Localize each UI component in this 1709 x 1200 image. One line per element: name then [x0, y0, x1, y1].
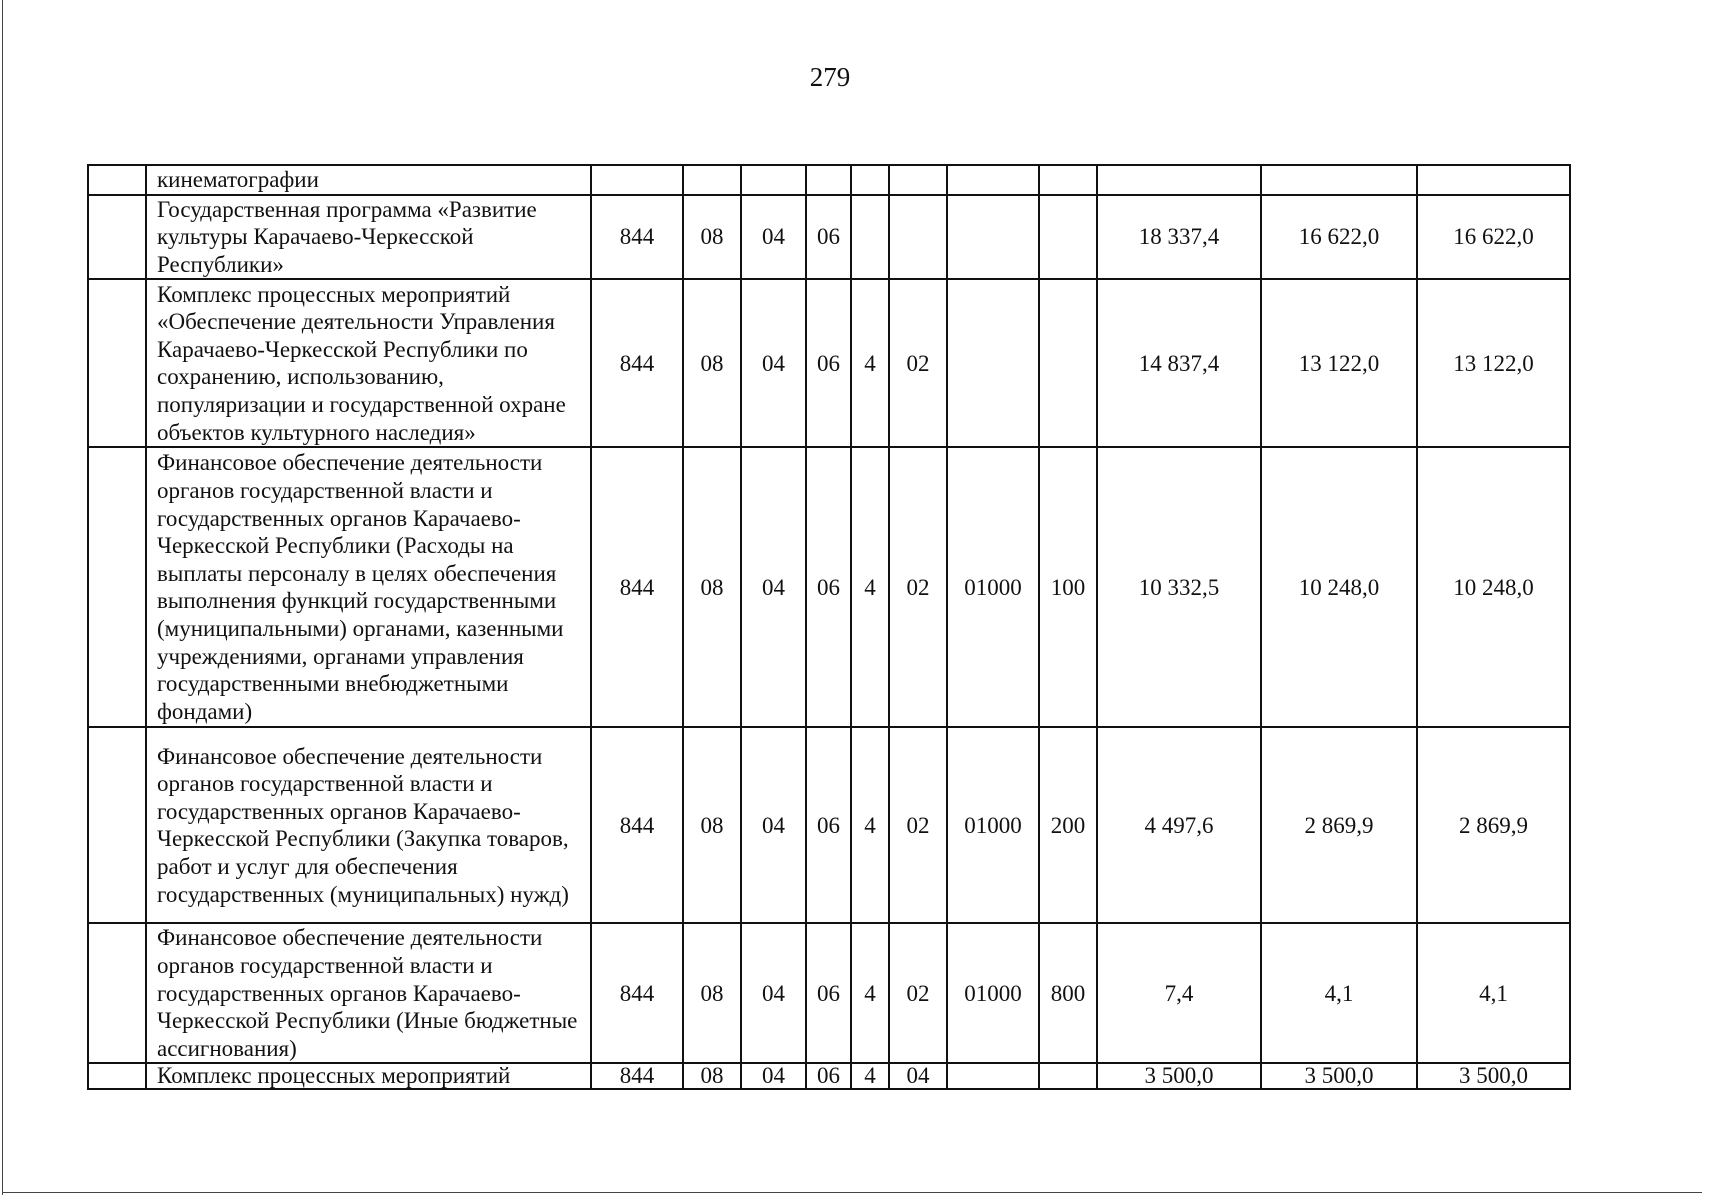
subprogram-type-cell: 4 [851, 447, 889, 727]
item-name-cell: Комплекс процессных мероприятий [146, 1063, 591, 1089]
table-row [88, 165, 1570, 195]
amount-year1-cell: 4 497,6 [1097, 727, 1261, 923]
subsection-code-cell: 04 [741, 1063, 806, 1089]
program-code-cell: 06 [806, 727, 851, 923]
amount-year2-cell: 3 500,0 [1261, 1063, 1417, 1089]
section-code-cell [683, 165, 741, 195]
ministry-code-cell: 844 [591, 195, 683, 280]
section-code-cell: 08 [683, 195, 741, 280]
ministry-code-cell: 844 [591, 727, 683, 923]
section-code-cell: 08 [683, 727, 741, 923]
expense-type-cell [1039, 1063, 1097, 1089]
item-name-cell: Комплекс процессных мероприятий «Обеспечение деятельности Управления Карачаево-Черкесской Республики по сохранению, использованию, популяризации и государственной охране объектов культурного наследия» [146, 279, 591, 447]
expense-type-cell: 100 [1039, 447, 1097, 727]
expense-type-cell: 200 [1039, 727, 1097, 923]
amount-year2-cell: 4,1 [1261, 923, 1417, 1063]
ministry-code-cell [591, 165, 683, 195]
budget-table [87, 164, 1571, 1090]
expense-type-cell [1039, 165, 1097, 195]
row-number-cell [88, 447, 146, 727]
section-code-cell: 08 [683, 1063, 741, 1089]
page-number: 279 [809, 62, 851, 92]
program-code-cell: 06 [806, 195, 851, 280]
structural-element-cell: 02 [889, 447, 947, 727]
subprogram-type-cell: 4 [851, 923, 889, 1063]
subprogram-type-cell: 4 [851, 1063, 889, 1089]
direction-code-cell: 01000 [947, 727, 1039, 923]
direction-code-cell: 01000 [947, 923, 1039, 1063]
amount-year2-cell: 2 869,9 [1261, 727, 1417, 923]
direction-code-cell [947, 165, 1039, 195]
table-row [88, 195, 1570, 280]
program-code-cell [806, 165, 851, 195]
table-row [88, 279, 1570, 447]
amount-year3-cell [1417, 165, 1570, 195]
expense-type-cell: 800 [1039, 923, 1097, 1063]
subsection-code-cell: 04 [741, 279, 806, 447]
direction-code-cell: 01000 [947, 447, 1039, 727]
table-row [88, 727, 1570, 923]
program-code-cell: 06 [806, 923, 851, 1063]
row-number-cell [88, 923, 146, 1063]
ministry-code-cell: 844 [591, 923, 683, 1063]
ministry-code-cell: 844 [591, 1063, 683, 1089]
structural-element-cell: 02 [889, 923, 947, 1063]
subsection-code-cell: 04 [741, 923, 806, 1063]
direction-code-cell [947, 1063, 1039, 1089]
direction-code-cell [947, 195, 1039, 280]
amount-year2-cell: 16 622,0 [1261, 195, 1417, 280]
table-row [88, 1063, 1570, 1089]
section-code-cell: 08 [683, 279, 741, 447]
table-row [88, 923, 1570, 1063]
amount-year1-cell: 14 837,4 [1097, 279, 1261, 447]
row-number-cell [88, 279, 146, 447]
table-row [88, 447, 1570, 727]
amount-year1-cell: 18 337,4 [1097, 195, 1261, 280]
row-number-cell [88, 1063, 146, 1089]
structural-element-cell: 02 [889, 727, 947, 923]
amount-year3-cell: 4,1 [1417, 923, 1570, 1063]
row-number-cell [88, 727, 146, 923]
scan-edge-left [2, 0, 3, 1195]
row-number-cell [88, 195, 146, 280]
amount-year3-cell: 3 500,0 [1417, 1063, 1570, 1089]
amount-year1-cell [1097, 165, 1261, 195]
structural-element-cell: 04 [889, 1063, 947, 1089]
direction-code-cell [947, 279, 1039, 447]
subsection-code-cell: 04 [741, 195, 806, 280]
amount-year2-cell: 13 122,0 [1261, 279, 1417, 447]
subprogram-type-cell [851, 165, 889, 195]
program-code-cell: 06 [806, 1063, 851, 1089]
row-number-cell [88, 165, 146, 195]
structural-element-cell [889, 165, 947, 195]
expense-type-cell [1039, 279, 1097, 447]
ministry-code-cell: 844 [591, 447, 683, 727]
structural-element-cell [889, 195, 947, 280]
amount-year1-cell: 10 332,5 [1097, 447, 1261, 727]
section-code-cell: 08 [683, 447, 741, 727]
item-name-cell: Финансовое обеспечение деятельности органов государственной власти и государственных органов Карачаево-Черкесской Республики (Иные бюджетные ассигнования) [146, 923, 591, 1063]
amount-year3-cell: 2 869,9 [1417, 727, 1570, 923]
subsection-code-cell: 04 [741, 447, 806, 727]
item-name-cell: кинематографии [146, 165, 591, 195]
structural-element-cell: 02 [889, 279, 947, 447]
amount-year1-cell: 3 500,0 [1097, 1063, 1261, 1089]
subprogram-type-cell: 4 [851, 279, 889, 447]
subprogram-type-cell: 4 [851, 727, 889, 923]
amount-year3-cell: 13 122,0 [1417, 279, 1570, 447]
amount-year3-cell: 10 248,0 [1417, 447, 1570, 727]
item-name-cell: Финансовое обеспечение деятельности органов государственной власти и государственных органов Карачаево-Черкесской Республики (Закупка товаров, работ и услуг для обеспечения государственных (муниципальных) нужд) [146, 727, 591, 923]
amount-year3-cell: 16 622,0 [1417, 195, 1570, 280]
item-name-cell: Государственная программа «Развитие культуры Карачаево-Черкесской Республики» [146, 195, 591, 280]
expense-type-cell [1039, 195, 1097, 280]
subprogram-type-cell [851, 195, 889, 280]
scan-edge-bottom [2, 1192, 1702, 1193]
amount-year2-cell: 10 248,0 [1261, 447, 1417, 727]
section-code-cell: 08 [683, 923, 741, 1063]
ministry-code-cell: 844 [591, 279, 683, 447]
item-name-cell: Финансовое обеспечение деятельности органов государственной власти и государственных органов Карачаево-Черкесской Республики (Расходы на выплаты персоналу в целях обеспечения выполнения функций государственными (муниципальными) органами, казенными учреждениями, органами управления государственными внебюджетными фондами) [146, 447, 591, 727]
amount-year2-cell [1261, 165, 1417, 195]
amount-year1-cell: 7,4 [1097, 923, 1261, 1063]
program-code-cell: 06 [806, 447, 851, 727]
subsection-code-cell: 04 [741, 727, 806, 923]
subsection-code-cell [741, 165, 806, 195]
program-code-cell: 06 [806, 279, 851, 447]
